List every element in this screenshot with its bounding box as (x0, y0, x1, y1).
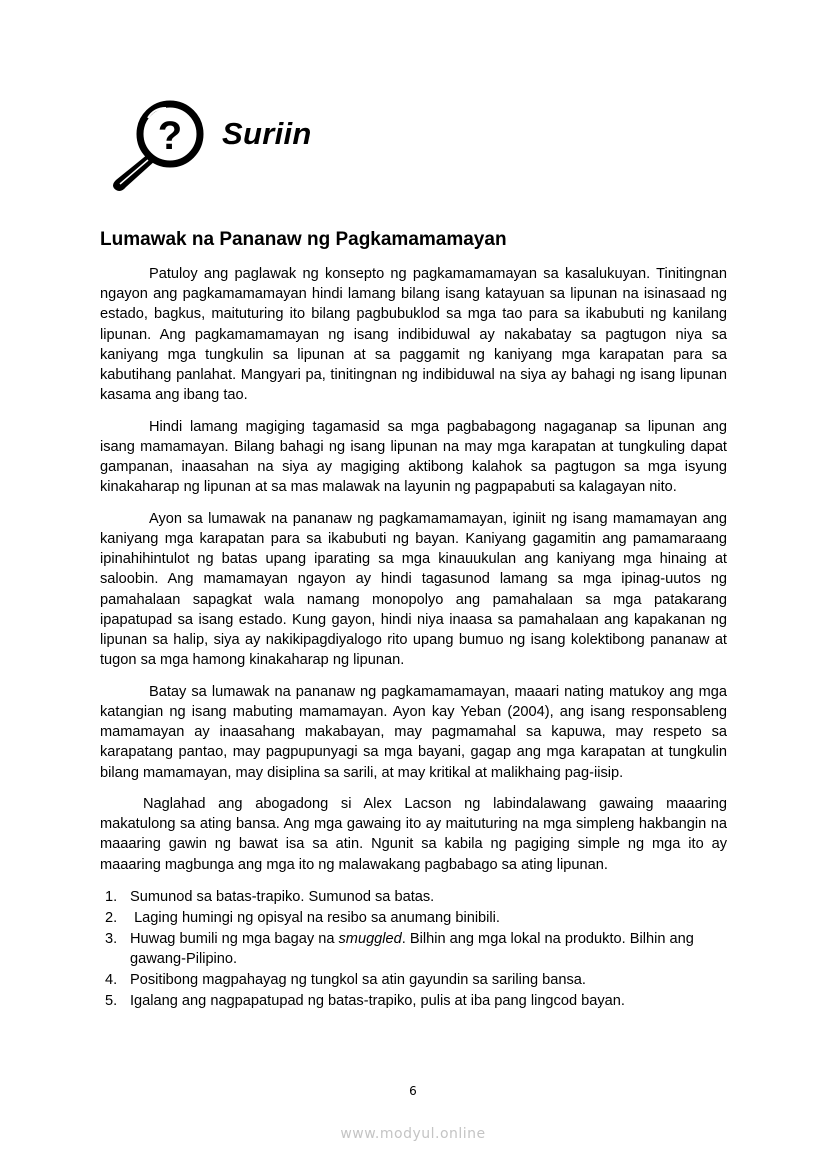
list-text-italic: smuggled (338, 930, 402, 947)
list-number: 1. (105, 888, 118, 905)
list-text: Positibong magpahayag ng tungkol sa atin gayundin sa sariling bansa. (130, 972, 586, 989)
numbered-list (100, 887, 727, 1011)
list-text: Laging humingi ng opisyal na resibo sa anumang binibili. (130, 909, 500, 926)
list-number: 4. (105, 972, 118, 989)
magnifier-question-icon (108, 96, 208, 196)
list-text (130, 931, 694, 967)
list-item (100, 991, 727, 1011)
list-item (100, 970, 727, 990)
paragraph: Naglahad ang abogadong si Alex Lacson ng labindalawang gawaing maaaring makatulong sa ating bansa. Ang mga gawaing ito ay maituturing na mga simpleng hakbangin na maaaring gawin ng bawat isa sa atin. Ngunit sa kabila ng pagiging simple ng mga ito ay maaaring magbunga ang mga ito ng malawakang pagbabago sa ating lipunan. (100, 796, 727, 873)
paragraph: Batay sa lumawak na pananaw ng pagkamamamayan, maaari nating matukoy ang mga katangian ng isang mabuting mamamayan. Ayon kay Yeban (2004), ang isang responsableng mamamayan ay inaasahang makabayan, may pagmamahal sa kapuwa, may respeto sa karapatang pantao, may pagpupunyagi sa mga bayani, gagap ang mga karapatan at tungkulin bilang mamamayan, may disiplina sa sarili, at may kritikal at malikhaing pag-iisip. (100, 683, 727, 781)
paragraph: Ayon sa lumawak na pananaw ng pagkamamamayan, iginiit ng isang mamamayan ang kaniyang mga karapatan para sa ikabubuti ng bayan. Kaniyang gagamitin ang pamamaraang ipinahihintulot ng batas upang iparating sa mga kinauukulan ang kaniyang mga hinaing at saloobin. Ang mamamayan ngayon ay hindi tagasunod lamang sa mga ipinag-uutos ng pamahalaan sapagkat wala namang monopolyo ang pamahalaan sa mga patakarang ipapatupad sa isang estado. Kung gayon, hindi niya inaasa sa pamahalaan ang kapakanan ng lipunan sa halip, siya ay nakikipagdiyalogo rito upang bumuo ng isang kolektibong pananaw at tugon sa mga hamong kinakaharap ng lipunan. (100, 510, 727, 669)
paragraph: Patuloy ang paglawak ng konsepto ng pagkamamamayan sa kasalukuyan. Tinitingnan ngayon ang pagkamamamayan hindi lamang bilang isang katayuan sa lipunan na isinasaad ng estado, bagkus, maituturing ito bilang pagbubuklod sa mga tao para sa ikabubuti ng kanilang lipunan. Ang pagkamamamayan ng isang indibiduwal ay nakabatay sa pagtugon niya sa kaniyang mga tungkulin sa lipunan at sa paggamit ng kaniyang mga karapatan para sa kabutihang panlahat. Mangyari pa, tinitingnan ng indibiduwal na siya ay bahagi ng isang lipunan kasama ang ibang tao. (100, 266, 727, 404)
list-item (100, 887, 727, 907)
list-text-part: . Bilhin ang mga lokal na produkto. Bilhin ang gawang-Pilipino. (130, 930, 694, 968)
section-title: Suriin (222, 116, 312, 151)
list-number: 2. (105, 909, 118, 926)
list-item (100, 908, 727, 928)
list-text: Sumunod sa batas-trapiko. Sumunod sa batas. (130, 888, 435, 905)
list-text-part: Huwag bumili ng mga bagay na (130, 930, 339, 947)
svg-text:?: ? (157, 114, 183, 158)
list-item (100, 929, 727, 969)
list-number: 5. (105, 993, 118, 1010)
subtitle: Lumawak na Pananaw ng Pagkamamamayan (100, 229, 507, 250)
watermark: www.modyul.online (340, 1126, 486, 1142)
paragraph: Hindi lamang magiging tagamasid sa mga pagbabagong nagaganap sa lipunan ang isang mamamayan. Bilang bahagi ng isang lipunan na may mga karapatan at tungkuling dapat gampanan, inaasahan na siya ay magiging aktibong kalahok sa pagtugon sa mga isyung kinakaharap ng lipunan at sa mas malawak na layunin ng pagpapabuti sa kalagayan nito. (100, 418, 727, 496)
list-number: 3. (105, 930, 118, 947)
list-text: Igalang ang nagpapatupad ng batas-trapiko, pulis at iba pang lingcod bayan. (130, 993, 625, 1010)
section-header (108, 96, 408, 196)
page-number: 6 (409, 1084, 417, 1098)
body-content (100, 264, 727, 1012)
